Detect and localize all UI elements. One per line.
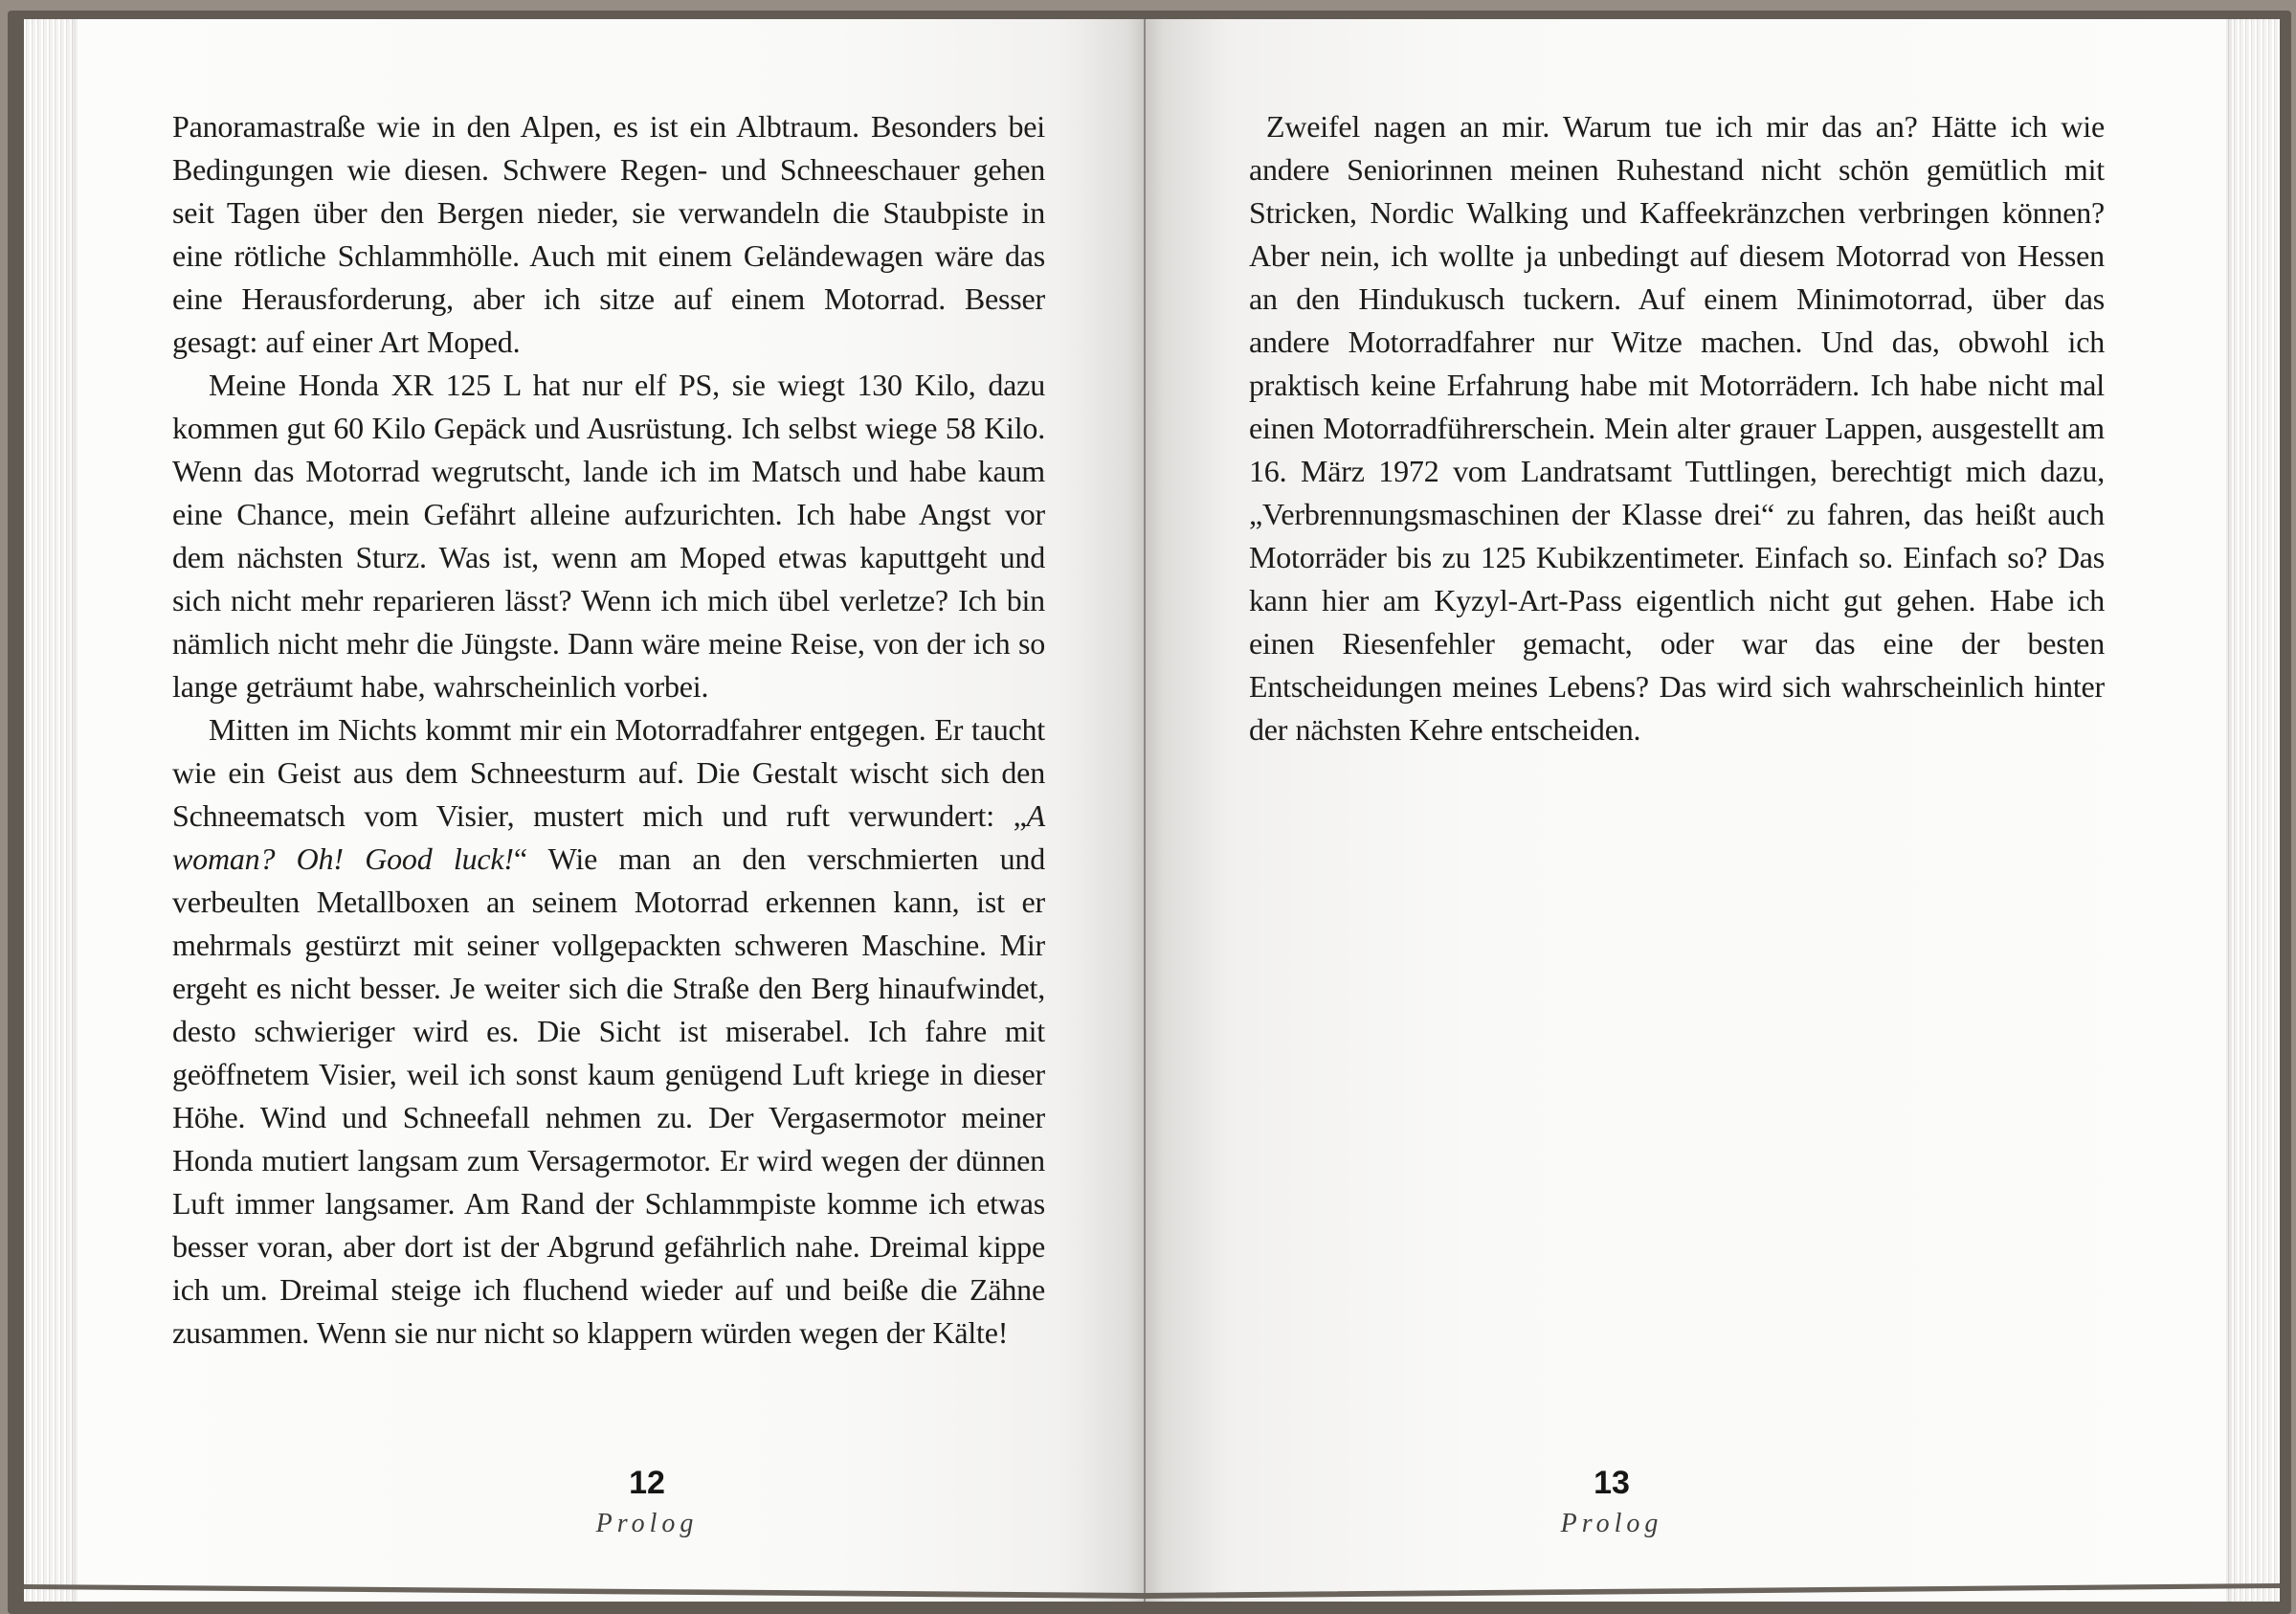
- paragraph: [172, 708, 1045, 1355]
- chapter-label: Prolog: [1560, 1509, 1663, 1538]
- paragraph: Panoramastraße wie in den Alpen, es ist ein Albtraum. Besonders bei Bedingungen wie diesen. Schwere Regen- und Schneeschauer gehen seit Tagen über den Bergen nieder, sie verwandeln die Staubpiste in eine rötliche Schlammhölle. Auch mit einem Geländewagen wäre das eine Herausforderung, aber ich sitze auf einem Motorrad. Besser gesagt: auf einer Art Moped.: [172, 109, 1045, 359]
- page-number: 13: [1594, 1465, 1630, 1501]
- left-page-text: [172, 105, 1045, 1355]
- right-page-text: [1249, 105, 2105, 751]
- paragraph: Meine Honda XR 125 L hat nur elf PS, sie wiegt 130 Kilo, dazu kommen gut 60 Kilo Gepäck und Ausrüstung. Ich selbst wiege 58 Kilo. Wenn das Motorrad wegrutscht, lande ich im Matsch und habe kaum eine Chance, mein Gefährt alleine aufzurichten. Ich habe Angst vor dem nächsten Sturz. Was ist, wenn am Moped etwas kaputtgeht und sich nicht mehr reparieren lässt? Wenn ich mich übel verletze? Ich bin nämlich nicht mehr die Jüngste. Dann wäre meine Reise, von der ich so lange geträumt habe, wahrscheinlich vorbei.: [172, 368, 1045, 704]
- paragraph-text: Mitten im Nichts kommt mir ein Motorradfahrer entgegen. Er taucht wie ein Geist aus dem Schneesturm auf. Die Gestalt wischt sich den Schneematsch vom Visier, mustert mich und ruft verwundert: „: [172, 712, 1045, 833]
- left-page-footer: [596, 1467, 699, 1537]
- right-page-footer: [1561, 1467, 1663, 1537]
- paragraph-text: “ Wie man an den verschmierten und verbeulten Metallboxen an seinem Motorrad erkennen kann, ist er mehrmals gestürzt mit seiner vollgepackten schweren Maschine. Mir ergeht es nicht besser. Je weiter sich die Straße den Berg hinaufwindet, desto schwieriger wird es. Die Sicht ist miserabel. Ich fahre mit geöffnetem Visier, weil ich sonst kaum genügend Luft kriege in dieser Höhe. Wind und Schneefall nehmen zu. Der Vergasermotor meiner Honda mutiert langsam zum Versagermotor. Er wird wegen der dünnen Luft immer langsamer. Am Rand der Schlammpiste komme ich etwas besser voran, aber dort ist der Abgrund gefährlich nahe. Dreimal kippe ich um. Dreimal steige ich fluchend wieder auf und beiße die Zähne zusammen. Wenn sie nur nicht so klappern würden wegen der Kälte!: [172, 841, 1045, 1350]
- chapter-label: Prolog: [595, 1509, 699, 1538]
- gutter-shadow: [1059, 19, 1232, 1602]
- gutter-crease-line: [1144, 19, 1146, 1602]
- page-edge-stack-left: [24, 19, 78, 1602]
- bottom-page-edge: [24, 1577, 2280, 1602]
- quoted-english-phrase: A woman? Oh! Good luck!: [172, 798, 1045, 876]
- paragraph: Zweifel nagen an mir. Warum tue ich mir das an? Hätte ich wie andere Seniorinnen meinen Ruhestand nicht schön gemütlich mit Stricken, Nordic Walking und Kaffeekränzchen verbringen können? Aber nein, ich wollte ja unbedingt auf diesem Motorrad von Hessen an den Hindukusch tuckern. Auf einem Minimotorrad, über das andere Motorradfahrer nur Witze machen. Und das, obwohl ich praktisch keine Erfahrung habe mit Motorrädern. Ich habe nicht mal einen Motorradführerschein. Mein alter grauer Lappen, ausgestellt am 16. März 1972 vom Landratsamt Tuttlingen, berechtigt mich dazu, „Verbrennungsmaschinen der Klasse drei“ zu fahren, das heißt auch Motorräder bis zu 125 Kubikzentimeter. Einfach so. Einfach so? Das kann hier am Kyzyl-Art-Pass eigentlich nicht gut gehen. Habe ich einen Riesenfehler gemacht, oder war das eine der besten Entscheidungen meines Lebens? Das wird sich wahrscheinlich hinter der nächsten Kehre entscheiden.: [1249, 109, 2105, 747]
- page-edge-stack-right: [2226, 19, 2280, 1602]
- page-number: 12: [629, 1465, 665, 1501]
